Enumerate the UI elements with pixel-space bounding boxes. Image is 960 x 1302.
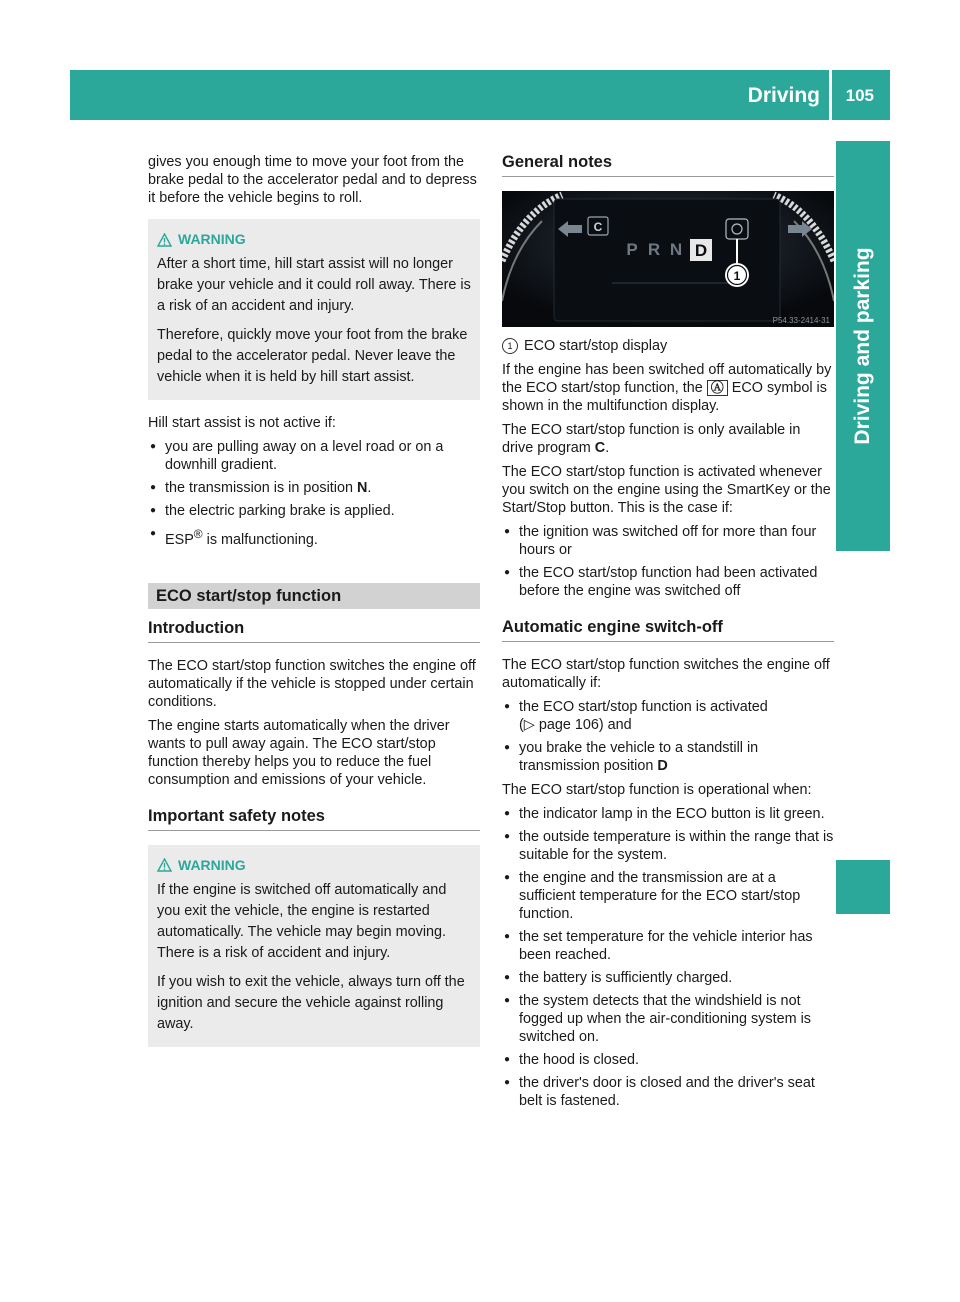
callout-1: 1 [733, 269, 741, 283]
list-item: ● the hood is closed. [504, 1052, 640, 1068]
intro-continuation: gives you enough time to move your foot from the brake pedal to the accelerator pedal and to depress it before the vehicle begins to roll. [148, 154, 477, 206]
list-item: ● the driver's door is closed and the driver's seat belt is fastened. [504, 1075, 815, 1109]
warning-text: If the engine is switched off automatically and you exit the vehicle, the engine is restarted automatically. The vehicle may begin moving. There is a risk of accident and injury. [157, 881, 447, 961]
gear-position: N [356, 480, 368, 496]
auto-intro: The ECO start/stop function switches the engine off automatically if: [502, 657, 830, 691]
gear-p: P [626, 240, 638, 259]
list-item: ● the set temperature for the vehicle interior has been reached. [504, 929, 813, 963]
gear-r: R [647, 240, 661, 259]
drive-program-c: C [593, 220, 603, 234]
intro-paragraph: The engine starts automatically when the driver wants to pull away again. The ECO start/stop function thereby helps you to reduce the fuel consumption and emissions of your vehicle. [148, 717, 450, 788]
warning-triangle-icon [157, 233, 172, 247]
cluster-illustration [502, 191, 834, 327]
image-code: P54.33-2414-31 [772, 316, 830, 325]
list-item: ● the transmission is in position N. [150, 480, 372, 496]
heading-introduction: Introduction [148, 619, 480, 643]
callout-legend: 1 ECO start/stop display [502, 337, 834, 355]
warning-box-hill-start [148, 219, 480, 400]
page-reference-link[interactable]: (▷ page 106) and [519, 717, 632, 733]
heading-auto-switch-off: Automatic engine switch-off [502, 618, 834, 642]
header-separator [829, 70, 832, 120]
warning-box-auto-restart [148, 845, 480, 1047]
list-item: ● the engine and the transmission are at a sufficient temperature for the ECO start/stop function. [504, 870, 801, 922]
list-item: ● ESP® is malfunctioning. [150, 527, 318, 548]
warning-header [157, 855, 472, 876]
gear-d-selected: D [694, 241, 708, 260]
warning-text: After a short time, hill start assist will no longer brake your vehicle and it could roll away. There is a risk of an accident and injury. [157, 256, 471, 314]
heading-general-notes: General notes [502, 153, 834, 177]
list-item: ● the system detects that the windshield is not fogged up when the air-conditioning system is switched on. [504, 993, 811, 1045]
section-title-eco: ECO start/stop function [148, 583, 480, 609]
not-active-intro: Hill start assist is not active if: [148, 415, 336, 431]
drive-program: C [594, 440, 606, 456]
side-tab [836, 141, 890, 551]
list-item: ● you are pulling away on a level road or on a downhill gradient. [150, 439, 444, 473]
list-item: ● the ECO start/stop function had been activated before the engine was switched off [504, 565, 818, 599]
list-item: ● the electric parking brake is applied. [150, 503, 395, 519]
paragraph-drive-program: The ECO start/stop function is only available in drive program C. [502, 422, 801, 456]
list-item: ● the outside temperature is within the range that is suitable for the system. [504, 829, 834, 863]
warning-text: If you wish to exit the vehicle, always turn off the ignition and secure the vehicle against rolling away. [157, 973, 465, 1032]
chapter-title: Driving [747, 84, 820, 107]
intro-paragraph: The ECO start/stop function switches the engine off automatically if the vehicle is stopped under certain conditions. [148, 657, 476, 710]
eco-symbol-icon: Ⓐ [707, 380, 728, 396]
list-item: ● the indicator lamp in the ECO button is lit green. [504, 806, 825, 822]
not-active-list [148, 438, 480, 549]
activation-cases-list [502, 523, 834, 600]
heading-safety-notes: Important safety notes [148, 807, 480, 831]
gear-position: D [657, 758, 668, 774]
warning-text: Therefore, quickly move your foot from the brake pedal to the accelerator pedal. Never leave the vehicle when it is held by hill start assist. [157, 327, 468, 385]
warning-title: WARNING [178, 856, 246, 873]
list-item: ● the ignition was switched off for more than four hours or [504, 524, 817, 558]
right-column [502, 153, 834, 1116]
callout-number: 1 [502, 338, 518, 354]
warning-header [157, 229, 472, 250]
warning-title: WARNING [178, 231, 246, 247]
page-number: 105 [845, 86, 874, 105]
left-column [148, 153, 480, 1061]
gear-n: N [669, 240, 683, 259]
paragraph-eco-symbol: If the engine has been switched off automatically by the ECO start/stop function, the Ⓐ ECO symbol is shown in the multifunction display. [502, 362, 832, 414]
operational-conditions-list [502, 805, 834, 1110]
list-item: ● the battery is sufficiently charged. [504, 970, 733, 986]
list-item: ● the ECO start/stop function is activated (▷ page 106) and [504, 699, 768, 733]
side-tab-label: Driving and parking [851, 247, 874, 445]
instrument-cluster-image [502, 191, 834, 327]
page-header [70, 70, 890, 120]
paragraph-activation: The ECO start/stop function is activated whenever you switch on the engine using the SmartKey or the Start/Stop button. This is the case if: [502, 464, 831, 516]
operational-intro: The ECO start/stop function is operational when: [502, 782, 812, 798]
list-item: ● you brake the vehicle to a standstill in transmission position D [504, 740, 759, 774]
warning-triangle-icon [157, 858, 172, 872]
side-marker [836, 860, 890, 914]
auto-conditions-list [502, 698, 834, 775]
